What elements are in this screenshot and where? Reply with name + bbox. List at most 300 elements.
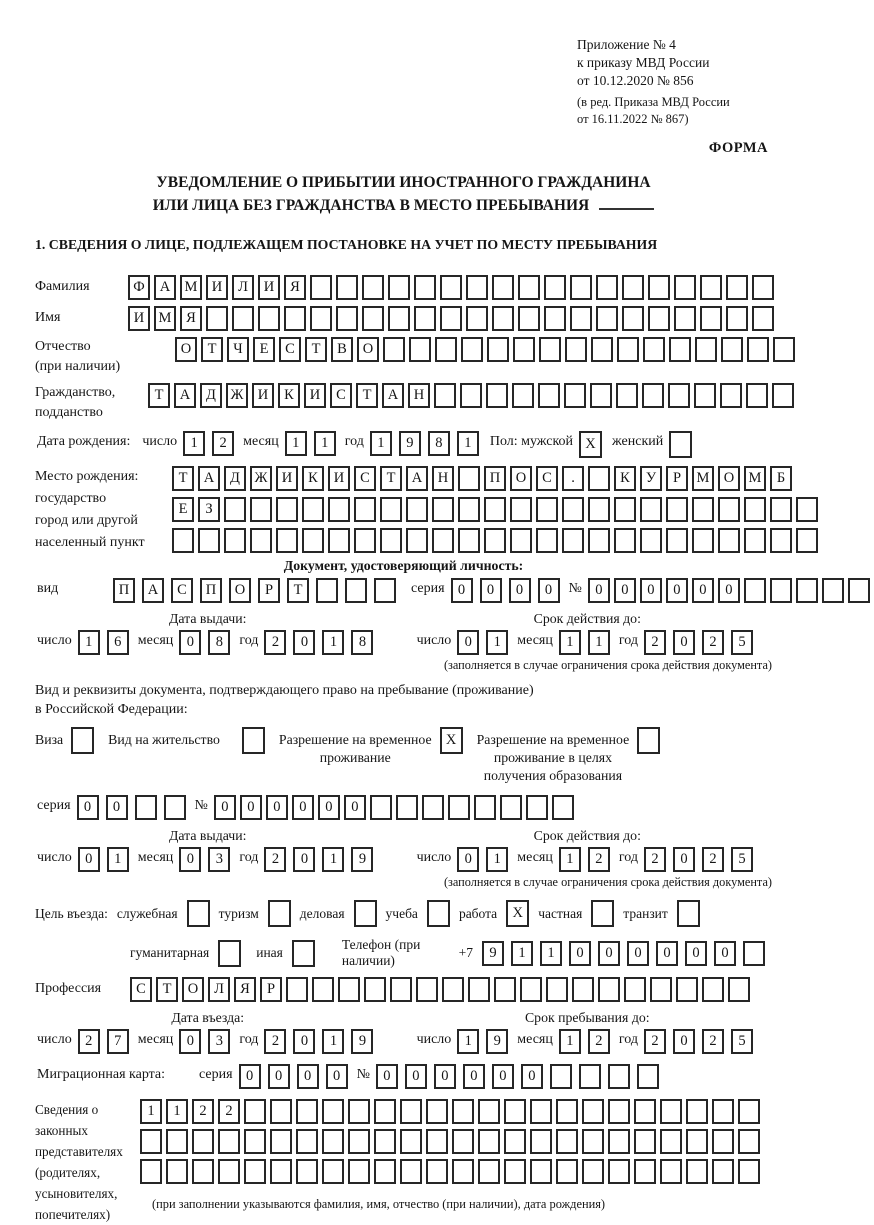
char-cell[interactable] xyxy=(390,977,412,1002)
char-cell[interactable] xyxy=(536,497,558,522)
char-cell[interactable]: 1 xyxy=(322,630,344,655)
char-cell[interactable]: 2 xyxy=(644,1029,666,1054)
char-cell[interactable]: 2 xyxy=(702,630,724,655)
char-cell[interactable]: 1 xyxy=(107,847,129,872)
char-cell[interactable] xyxy=(579,1064,601,1089)
char-cell[interactable]: Л xyxy=(208,977,230,1002)
char-cell[interactable] xyxy=(416,977,438,1002)
char-cell[interactable]: 0 xyxy=(718,578,740,603)
char-cell[interactable] xyxy=(232,306,254,331)
char-cell[interactable] xyxy=(694,383,716,408)
char-cell[interactable] xyxy=(692,497,714,522)
char-cell[interactable] xyxy=(796,528,818,553)
char-cell[interactable]: Д xyxy=(200,383,222,408)
char-cell[interactable]: 1 xyxy=(285,431,307,456)
char-cell[interactable] xyxy=(354,528,376,553)
char-cell[interactable] xyxy=(738,1099,760,1124)
char-cell[interactable]: 0 xyxy=(714,941,736,966)
char-cell[interactable] xyxy=(458,497,480,522)
char-cell[interactable] xyxy=(435,337,457,362)
char-cell[interactable]: 1 xyxy=(511,941,533,966)
char-cell[interactable]: 0 xyxy=(480,578,502,603)
char-cell[interactable]: 0 xyxy=(627,941,649,966)
char-cell[interactable] xyxy=(752,275,774,300)
char-cell[interactable] xyxy=(746,383,768,408)
char-cell[interactable] xyxy=(244,1129,266,1154)
char-cell[interactable]: 0 xyxy=(673,1029,695,1054)
char-cell[interactable]: 2 xyxy=(644,630,666,655)
char-cell[interactable] xyxy=(362,275,384,300)
char-cell[interactable] xyxy=(442,977,464,1002)
char-cell[interactable]: В xyxy=(331,337,353,362)
char-cell[interactable] xyxy=(848,578,870,603)
char-cell[interactable] xyxy=(582,1129,604,1154)
char-cell[interactable] xyxy=(744,497,766,522)
char-cell[interactable]: И xyxy=(304,383,326,408)
char-cell[interactable] xyxy=(258,306,280,331)
char-cell[interactable] xyxy=(648,275,670,300)
char-cell[interactable]: 0 xyxy=(588,578,610,603)
char-cell[interactable] xyxy=(770,528,792,553)
char-cell[interactable] xyxy=(316,578,338,603)
sex-female-checkbox[interactable] xyxy=(669,431,692,458)
char-cell[interactable] xyxy=(596,306,618,331)
char-cell[interactable] xyxy=(336,275,358,300)
char-cell[interactable] xyxy=(544,306,566,331)
char-cell[interactable]: 0 xyxy=(297,1064,319,1089)
char-cell[interactable] xyxy=(400,1099,422,1124)
char-cell[interactable]: К xyxy=(278,383,300,408)
char-cell[interactable] xyxy=(640,497,662,522)
char-cell[interactable] xyxy=(388,275,410,300)
char-cell[interactable]: 7 xyxy=(107,1029,129,1054)
char-cell[interactable]: С xyxy=(279,337,301,362)
char-cell[interactable] xyxy=(721,337,743,362)
residence-permit-checkbox[interactable] xyxy=(242,727,265,754)
char-cell[interactable] xyxy=(270,1159,292,1184)
char-cell[interactable]: А xyxy=(198,466,220,491)
char-cell[interactable] xyxy=(550,1064,572,1089)
char-cell[interactable] xyxy=(588,466,610,491)
char-cell[interactable] xyxy=(608,1129,630,1154)
char-cell[interactable] xyxy=(452,1099,474,1124)
char-cell[interactable]: С xyxy=(330,383,352,408)
char-cell[interactable]: 0 xyxy=(326,1064,348,1089)
char-cell[interactable]: 0 xyxy=(656,941,678,966)
char-cell[interactable] xyxy=(383,337,405,362)
char-cell[interactable]: 5 xyxy=(731,1029,753,1054)
char-cell[interactable] xyxy=(512,383,534,408)
char-cell[interactable] xyxy=(572,977,594,1002)
char-cell[interactable]: Т xyxy=(305,337,327,362)
char-cell[interactable]: 2 xyxy=(218,1099,240,1124)
char-cell[interactable] xyxy=(582,1099,604,1124)
char-cell[interactable] xyxy=(302,528,324,553)
char-cell[interactable] xyxy=(660,1159,682,1184)
char-cell[interactable]: 0 xyxy=(463,1064,485,1089)
char-cell[interactable]: Ф xyxy=(128,275,150,300)
char-cell[interactable] xyxy=(666,528,688,553)
char-cell[interactable] xyxy=(556,1099,578,1124)
char-cell[interactable] xyxy=(513,337,535,362)
char-cell[interactable] xyxy=(796,578,818,603)
char-cell[interactable]: Д xyxy=(224,466,246,491)
char-cell[interactable]: Т xyxy=(380,466,402,491)
char-cell[interactable] xyxy=(432,497,454,522)
char-cell[interactable] xyxy=(286,977,308,1002)
char-cell[interactable]: 0 xyxy=(376,1064,398,1089)
char-cell[interactable] xyxy=(738,1159,760,1184)
char-cell[interactable]: 1 xyxy=(588,630,610,655)
char-cell[interactable]: 2 xyxy=(588,1029,610,1054)
char-cell[interactable]: З xyxy=(198,497,220,522)
char-cell[interactable]: 0 xyxy=(509,578,531,603)
char-cell[interactable]: 0 xyxy=(614,578,636,603)
char-cell[interactable]: Б xyxy=(770,466,792,491)
char-cell[interactable]: А xyxy=(174,383,196,408)
char-cell[interactable] xyxy=(598,977,620,1002)
visa-checkbox[interactable] xyxy=(71,727,94,754)
temp-permit-checkbox[interactable]: X xyxy=(440,727,463,754)
purpose-tranzit-checkbox[interactable] xyxy=(677,900,700,927)
char-cell[interactable]: . xyxy=(562,466,584,491)
char-cell[interactable] xyxy=(140,1159,162,1184)
char-cell[interactable] xyxy=(674,275,696,300)
char-cell[interactable] xyxy=(526,795,548,820)
char-cell[interactable] xyxy=(406,528,428,553)
char-cell[interactable] xyxy=(726,306,748,331)
char-cell[interactable] xyxy=(218,1159,240,1184)
char-cell[interactable]: 9 xyxy=(351,847,373,872)
char-cell[interactable] xyxy=(492,275,514,300)
char-cell[interactable] xyxy=(738,1129,760,1154)
char-cell[interactable] xyxy=(310,306,332,331)
char-cell[interactable] xyxy=(692,528,714,553)
char-cell[interactable] xyxy=(518,275,540,300)
char-cell[interactable] xyxy=(172,528,194,553)
char-cell[interactable]: 1 xyxy=(322,1029,344,1054)
char-cell[interactable]: 9 xyxy=(486,1029,508,1054)
char-cell[interactable] xyxy=(660,1099,682,1124)
char-cell[interactable]: М xyxy=(180,275,202,300)
char-cell[interactable]: 2 xyxy=(264,1029,286,1054)
char-cell[interactable] xyxy=(296,1129,318,1154)
char-cell[interactable] xyxy=(642,383,664,408)
char-cell[interactable] xyxy=(504,1159,526,1184)
char-cell[interactable] xyxy=(530,1159,552,1184)
char-cell[interactable]: 0 xyxy=(405,1064,427,1089)
purpose-sluzhebnaya-checkbox[interactable] xyxy=(187,900,210,927)
char-cell[interactable] xyxy=(640,528,662,553)
char-cell[interactable]: И xyxy=(258,275,280,300)
char-cell[interactable] xyxy=(486,383,508,408)
char-cell[interactable]: О xyxy=(175,337,197,362)
purpose-delovaya-checkbox[interactable] xyxy=(354,900,377,927)
char-cell[interactable]: 8 xyxy=(351,630,373,655)
char-cell[interactable]: 9 xyxy=(351,1029,373,1054)
char-cell[interactable]: 0 xyxy=(293,1029,315,1054)
char-cell[interactable] xyxy=(270,1099,292,1124)
char-cell[interactable]: А xyxy=(382,383,404,408)
char-cell[interactable] xyxy=(617,337,639,362)
char-cell[interactable]: 0 xyxy=(673,847,695,872)
char-cell[interactable] xyxy=(712,1099,734,1124)
char-cell[interactable] xyxy=(478,1099,500,1124)
char-cell[interactable]: 8 xyxy=(208,630,230,655)
char-cell[interactable] xyxy=(452,1159,474,1184)
char-cell[interactable] xyxy=(224,528,246,553)
char-cell[interactable]: 2 xyxy=(264,630,286,655)
char-cell[interactable]: Я xyxy=(284,275,306,300)
char-cell[interactable] xyxy=(538,383,560,408)
char-cell[interactable] xyxy=(669,337,691,362)
char-cell[interactable] xyxy=(458,466,480,491)
char-cell[interactable] xyxy=(562,497,584,522)
char-cell[interactable]: 0 xyxy=(179,1029,201,1054)
char-cell[interactable] xyxy=(492,306,514,331)
char-cell[interactable] xyxy=(432,528,454,553)
char-cell[interactable] xyxy=(770,497,792,522)
char-cell[interactable] xyxy=(674,306,696,331)
char-cell[interactable]: 2 xyxy=(78,1029,100,1054)
char-cell[interactable] xyxy=(590,383,612,408)
char-cell[interactable]: 0 xyxy=(457,847,479,872)
char-cell[interactable] xyxy=(718,528,740,553)
char-cell[interactable] xyxy=(322,1159,344,1184)
char-cell[interactable] xyxy=(552,795,574,820)
char-cell[interactable]: 0 xyxy=(569,941,591,966)
char-cell[interactable] xyxy=(380,497,402,522)
char-cell[interactable] xyxy=(770,578,792,603)
char-cell[interactable] xyxy=(504,1099,526,1124)
char-cell[interactable] xyxy=(591,337,613,362)
char-cell[interactable]: 0 xyxy=(268,1064,290,1089)
char-cell[interactable]: 3 xyxy=(208,847,230,872)
char-cell[interactable] xyxy=(406,497,428,522)
char-cell[interactable]: 6 xyxy=(107,630,129,655)
char-cell[interactable] xyxy=(588,528,610,553)
char-cell[interactable] xyxy=(338,977,360,1002)
char-cell[interactable]: 0 xyxy=(692,578,714,603)
char-cell[interactable]: С xyxy=(171,578,193,603)
char-cell[interactable] xyxy=(400,1159,422,1184)
purpose-rabota-checkbox[interactable]: X xyxy=(506,900,529,927)
char-cell[interactable]: С xyxy=(354,466,376,491)
char-cell[interactable] xyxy=(504,1129,526,1154)
char-cell[interactable]: 0 xyxy=(78,847,100,872)
char-cell[interactable] xyxy=(668,383,690,408)
char-cell[interactable]: Т xyxy=(172,466,194,491)
char-cell[interactable]: О xyxy=(182,977,204,1002)
char-cell[interactable] xyxy=(166,1129,188,1154)
char-cell[interactable]: П xyxy=(113,578,135,603)
char-cell[interactable]: Я xyxy=(180,306,202,331)
char-cell[interactable] xyxy=(686,1159,708,1184)
char-cell[interactable]: Т xyxy=(356,383,378,408)
char-cell[interactable] xyxy=(192,1159,214,1184)
char-cell[interactable]: 0 xyxy=(457,630,479,655)
char-cell[interactable]: 0 xyxy=(239,1064,261,1089)
char-cell[interactable] xyxy=(374,578,396,603)
char-cell[interactable]: 1 xyxy=(559,1029,581,1054)
char-cell[interactable] xyxy=(530,1129,552,1154)
char-cell[interactable]: 0 xyxy=(492,1064,514,1089)
char-cell[interactable] xyxy=(322,1129,344,1154)
char-cell[interactable]: Я xyxy=(234,977,256,1002)
char-cell[interactable]: Т xyxy=(287,578,309,603)
char-cell[interactable]: Ж xyxy=(226,383,248,408)
char-cell[interactable] xyxy=(440,306,462,331)
char-cell[interactable] xyxy=(622,275,644,300)
char-cell[interactable]: М xyxy=(154,306,176,331)
char-cell[interactable] xyxy=(634,1099,656,1124)
purpose-turizm-checkbox[interactable] xyxy=(268,900,291,927)
char-cell[interactable]: 1 xyxy=(183,431,205,456)
char-cell[interactable] xyxy=(500,795,522,820)
char-cell[interactable] xyxy=(494,977,516,1002)
char-cell[interactable] xyxy=(348,1099,370,1124)
char-cell[interactable] xyxy=(588,497,610,522)
char-cell[interactable]: 3 xyxy=(208,1029,230,1054)
char-cell[interactable] xyxy=(448,795,470,820)
char-cell[interactable] xyxy=(822,578,844,603)
char-cell[interactable] xyxy=(544,275,566,300)
char-cell[interactable]: 8 xyxy=(428,431,450,456)
char-cell[interactable] xyxy=(206,306,228,331)
char-cell[interactable] xyxy=(224,497,246,522)
char-cell[interactable]: Т xyxy=(156,977,178,1002)
char-cell[interactable]: 0 xyxy=(106,795,128,820)
char-cell[interactable] xyxy=(422,795,444,820)
char-cell[interactable] xyxy=(622,306,644,331)
char-cell[interactable] xyxy=(461,337,483,362)
char-cell[interactable]: 0 xyxy=(77,795,99,820)
char-cell[interactable] xyxy=(250,497,272,522)
char-cell[interactable] xyxy=(474,795,496,820)
char-cell[interactable]: 5 xyxy=(731,630,753,655)
char-cell[interactable] xyxy=(539,337,561,362)
char-cell[interactable] xyxy=(718,497,740,522)
char-cell[interactable] xyxy=(364,977,386,1002)
char-cell[interactable]: 1 xyxy=(486,630,508,655)
char-cell[interactable] xyxy=(634,1159,656,1184)
sex-male-checkbox[interactable]: X xyxy=(579,431,602,458)
char-cell[interactable] xyxy=(396,795,418,820)
char-cell[interactable] xyxy=(388,306,410,331)
char-cell[interactable]: 2 xyxy=(702,1029,724,1054)
char-cell[interactable] xyxy=(296,1099,318,1124)
char-cell[interactable] xyxy=(536,528,558,553)
purpose-gumanitarnaya-checkbox[interactable] xyxy=(218,940,241,967)
char-cell[interactable]: Ч xyxy=(227,337,249,362)
char-cell[interactable] xyxy=(345,578,367,603)
char-cell[interactable]: 0 xyxy=(179,630,201,655)
char-cell[interactable] xyxy=(440,275,462,300)
char-cell[interactable]: И xyxy=(206,275,228,300)
char-cell[interactable] xyxy=(414,275,436,300)
char-cell[interactable] xyxy=(720,383,742,408)
char-cell[interactable]: Н xyxy=(432,466,454,491)
char-cell[interactable] xyxy=(296,1159,318,1184)
char-cell[interactable] xyxy=(244,1099,266,1124)
char-cell[interactable] xyxy=(140,1129,162,1154)
char-cell[interactable] xyxy=(562,528,584,553)
char-cell[interactable]: 0 xyxy=(598,941,620,966)
char-cell[interactable]: 5 xyxy=(731,847,753,872)
char-cell[interactable]: 9 xyxy=(482,941,504,966)
char-cell[interactable] xyxy=(744,528,766,553)
char-cell[interactable]: 2 xyxy=(192,1099,214,1124)
char-cell[interactable]: К xyxy=(614,466,636,491)
char-cell[interactable] xyxy=(434,383,456,408)
char-cell[interactable] xyxy=(712,1159,734,1184)
char-cell[interactable]: И xyxy=(276,466,298,491)
char-cell[interactable]: 0 xyxy=(318,795,340,820)
char-cell[interactable] xyxy=(135,795,157,820)
char-cell[interactable]: К xyxy=(302,466,324,491)
char-cell[interactable]: 1 xyxy=(457,1029,479,1054)
char-cell[interactable] xyxy=(743,941,765,966)
char-cell[interactable]: П xyxy=(484,466,506,491)
char-cell[interactable] xyxy=(650,977,672,1002)
char-cell[interactable]: 0 xyxy=(292,795,314,820)
char-cell[interactable]: 0 xyxy=(266,795,288,820)
char-cell[interactable]: 0 xyxy=(521,1064,543,1089)
char-cell[interactable]: 1 xyxy=(322,847,344,872)
char-cell[interactable]: 2 xyxy=(702,847,724,872)
char-cell[interactable]: И xyxy=(252,383,274,408)
char-cell[interactable]: 9 xyxy=(399,431,421,456)
char-cell[interactable] xyxy=(166,1159,188,1184)
char-cell[interactable]: 2 xyxy=(264,847,286,872)
char-cell[interactable] xyxy=(614,528,636,553)
char-cell[interactable]: 0 xyxy=(666,578,688,603)
char-cell[interactable]: О xyxy=(229,578,251,603)
char-cell[interactable] xyxy=(284,306,306,331)
char-cell[interactable]: Р xyxy=(666,466,688,491)
char-cell[interactable] xyxy=(374,1099,396,1124)
char-cell[interactable] xyxy=(518,306,540,331)
char-cell[interactable] xyxy=(328,528,350,553)
char-cell[interactable]: 0 xyxy=(214,795,236,820)
char-cell[interactable] xyxy=(726,275,748,300)
char-cell[interactable] xyxy=(426,1129,448,1154)
purpose-chastnaya-checkbox[interactable] xyxy=(591,900,614,927)
char-cell[interactable]: 1 xyxy=(166,1099,188,1124)
char-cell[interactable] xyxy=(616,383,638,408)
edu-permit-checkbox[interactable] xyxy=(637,727,660,754)
char-cell[interactable] xyxy=(302,497,324,522)
char-cell[interactable]: Н xyxy=(408,383,430,408)
char-cell[interactable]: А xyxy=(406,466,428,491)
char-cell[interactable] xyxy=(452,1129,474,1154)
char-cell[interactable]: 1 xyxy=(486,847,508,872)
char-cell[interactable] xyxy=(556,1129,578,1154)
char-cell[interactable] xyxy=(458,528,480,553)
char-cell[interactable] xyxy=(487,337,509,362)
char-cell[interactable]: О xyxy=(357,337,379,362)
char-cell[interactable] xyxy=(484,497,506,522)
char-cell[interactable] xyxy=(478,1129,500,1154)
char-cell[interactable] xyxy=(608,1099,630,1124)
char-cell[interactable]: Л xyxy=(232,275,254,300)
purpose-inaya-checkbox[interactable] xyxy=(292,940,315,967)
char-cell[interactable] xyxy=(198,528,220,553)
char-cell[interactable] xyxy=(702,977,724,1002)
char-cell[interactable]: 0 xyxy=(293,847,315,872)
char-cell[interactable] xyxy=(530,1099,552,1124)
char-cell[interactable]: 1 xyxy=(140,1099,162,1124)
